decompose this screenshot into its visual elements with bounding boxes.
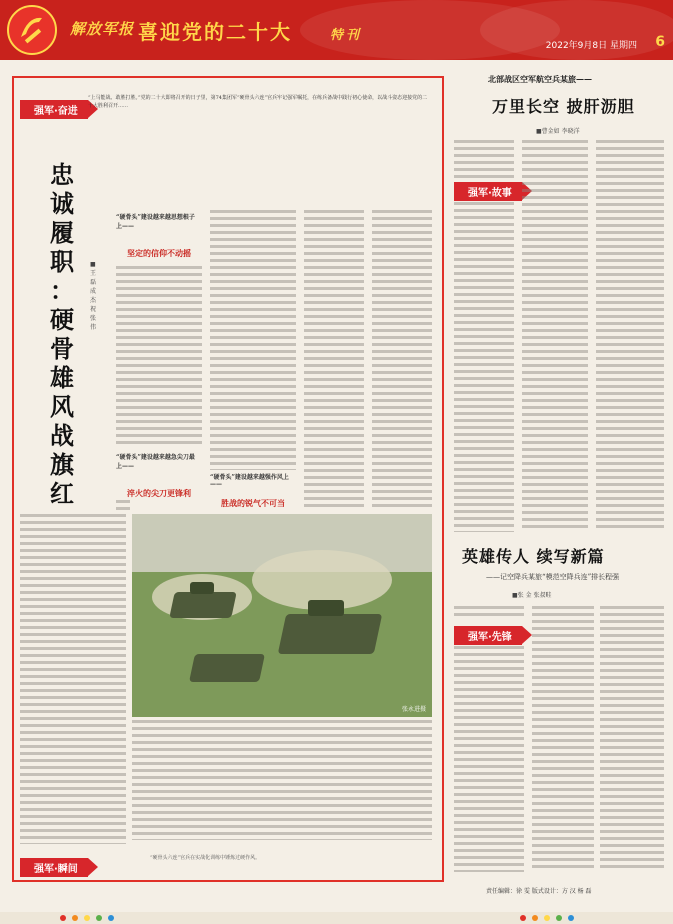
body-column xyxy=(454,646,524,872)
title-char: 红 xyxy=(50,479,74,508)
body-column xyxy=(116,500,130,510)
title-char: ： xyxy=(50,276,74,305)
title-char: 雄 xyxy=(50,363,74,392)
body-column xyxy=(522,140,588,532)
section-label-left: 强军·奋进 xyxy=(20,100,88,119)
title-char: 诚 xyxy=(50,189,74,218)
section-label-story: 强军·故事 xyxy=(454,182,522,201)
column-lead-3: “硬骨头”建设越来越强作风上—— xyxy=(210,474,289,488)
body-column xyxy=(454,606,524,620)
body-column xyxy=(210,210,296,470)
masthead-banner xyxy=(0,0,673,60)
title-char: 忠 xyxy=(50,160,74,189)
right-byline-2: ■张 金 张叔畦 xyxy=(512,592,552,599)
body-column xyxy=(532,606,594,872)
banner-headline: 喜迎党的二十大 xyxy=(138,20,292,44)
title-char: 风 xyxy=(50,392,74,421)
title-char: 职 xyxy=(50,247,74,276)
body-column xyxy=(132,720,432,840)
photo-credit: 张永进摄 xyxy=(401,706,426,713)
body-column xyxy=(596,140,664,532)
title-char: 履 xyxy=(50,218,74,247)
title-char: 旗 xyxy=(50,450,74,479)
column-lead-1: “硬骨头”建设越来越思想根子上—— xyxy=(116,214,195,230)
photo-caption: “硬骨头六连”官兵在实战化训练中锤炼过硬作风。 xyxy=(150,855,261,861)
title-char: 硬 xyxy=(50,305,74,334)
special-issue-tag: 特刊 xyxy=(330,28,363,43)
newspaper-masthead: 解放军报 xyxy=(70,20,135,38)
feature-title xyxy=(50,160,78,508)
page-footer xyxy=(0,912,673,924)
right-article-title-2: 英雄传人 续写新篇 xyxy=(462,547,605,566)
editor-credits: 责任编辑：徐 雯 版式设计：方 汉 杨 磊 xyxy=(486,888,592,895)
page-number: 6 xyxy=(655,34,665,50)
body-column xyxy=(116,266,202,444)
title-char: 骨 xyxy=(50,334,74,363)
section-label-pioneer: 强军·先锋 xyxy=(454,626,522,645)
armored-vehicle xyxy=(169,592,237,618)
feature-intro: “上马能战、敢胜打胜。”党的二十大即将召开的日子里，第74集团军“硬骨头六连”官兵牢记强军嘱托，在练兵备战中践行初心使命，以战斗姿态迎接党的二十大胜利召开…… xyxy=(88,95,428,109)
body-column xyxy=(454,140,514,178)
armored-vehicle xyxy=(278,614,383,654)
body-column xyxy=(454,202,514,532)
section-label-bottom: 强军·瞬间 xyxy=(20,858,88,877)
party-emblem-icon xyxy=(6,4,58,56)
feature-byline: ■王 磊 成 杰 祝 张 伟 xyxy=(90,261,97,331)
feature-photo xyxy=(132,514,432,717)
body-column xyxy=(372,210,432,510)
subhead-2: 淬火的尖刀更锋利 xyxy=(127,488,191,498)
right-article-title-1: 万里长空 披肝沥胆 xyxy=(492,97,635,116)
armored-vehicle xyxy=(189,654,265,682)
body-column xyxy=(600,606,664,872)
right-kicker: 北部战区空军航空兵某旅—— xyxy=(488,74,592,84)
subhead-3: 胜战的锐气不可当 xyxy=(221,498,285,508)
body-column xyxy=(304,210,364,510)
right-byline-1: ■曹金如 李晓洋 xyxy=(536,128,580,135)
subhead-1: 坚定的信仰不动摇 xyxy=(127,248,191,258)
issue-date: 2022年9月8日 星期四 xyxy=(545,41,637,51)
right-article-subtitle-2: ——记空降兵某旅“模范空降兵连”排长程强 xyxy=(486,573,620,581)
column-lead-2: “硬骨头”建设越来越急尖刀最上—— xyxy=(116,454,195,470)
body-column xyxy=(20,514,126,844)
title-char: 战 xyxy=(50,421,74,450)
